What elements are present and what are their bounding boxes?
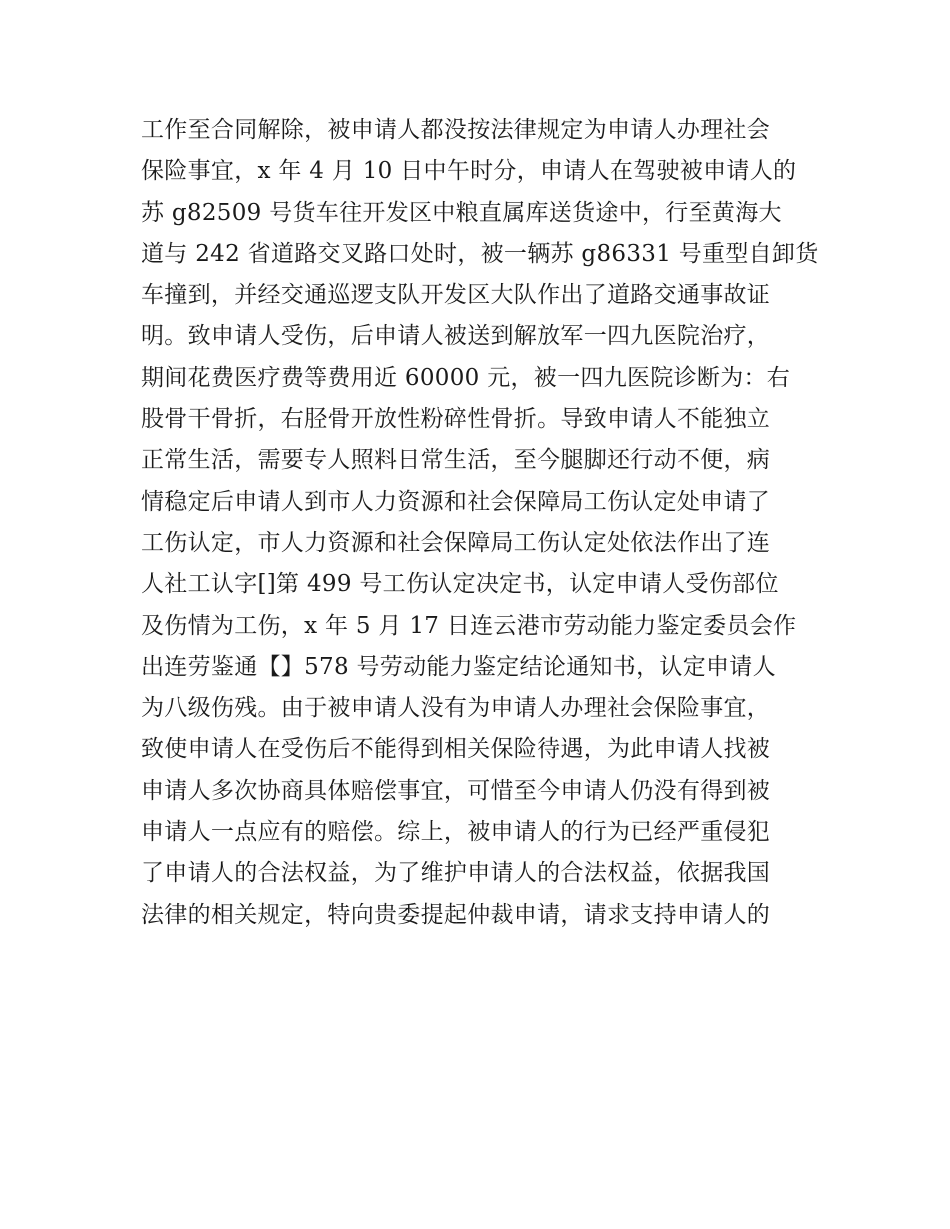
text-line: 工伤认定，市人力资源和社会保障局工伤认定处依法作出了连 bbox=[141, 529, 771, 556]
text-line: 法律的相关规定，特向贵委提起仲裁申请，请求支持申请人的 bbox=[141, 901, 771, 928]
text-line: 致使申请人在受伤后不能得到相关保险待遇，为此申请人找被 bbox=[141, 736, 771, 763]
text-line: 道与 242 省道路交叉路口处时，被一辆苏 g86331 号重型自卸货 bbox=[141, 240, 819, 267]
text-line: 工作至合同解除，被申请人都没按法律规定为申请人办理社会 bbox=[141, 117, 771, 143]
text-line: 及伤情为工伤，x 年 5 月 17 日连云港市劳动能力鉴定委员会作 bbox=[141, 612, 797, 639]
text-line: 为八级伤残。由于被申请人没有为申请人办理社会保险事宜， bbox=[141, 695, 771, 722]
text-line: 车撞到，并经交通巡逻支队开发区大队作出了道路交通事故证 bbox=[141, 282, 771, 309]
text-line: 期间花费医疗费等费用近 60000 元，被一四九医院诊断为：右 bbox=[141, 364, 791, 391]
text-line: 人社工认字[]第 499 号工伤认定决定书，认定申请人受伤部位 bbox=[141, 571, 779, 598]
text-line: 保险事宜，x 年 4 月 10 日中午时分，申请人在驾驶被申请人的 bbox=[141, 158, 797, 185]
text-line: 了申请人的合法权益，为了维护申请人的合法权益，依据我国 bbox=[141, 860, 771, 887]
text-line: 出连劳鉴通【】578 号劳动能力鉴定结论通知书，认定申请人 bbox=[141, 653, 776, 680]
text-line: 情稳定后申请人到市人力资源和社会保障局工伤认定处申请了 bbox=[141, 488, 771, 515]
text-line: 申请人多次协商具体赔偿事宜，可惜至今申请人仍没有得到被 bbox=[141, 777, 771, 804]
text-line: 申请人一点应有的赔偿。综上，被申请人的行为已经严重侵犯 bbox=[141, 819, 771, 846]
text-line: 股骨干骨折，右胫骨开放性粉碎性骨折。导致申请人不能独立 bbox=[141, 406, 771, 433]
body-text bbox=[141, 110, 821, 936]
text-line: 苏 g82509 号货车往开发区中粮直属库送货途中，行至黄海大 bbox=[141, 199, 782, 226]
text-line: 明。致申请人受伤，后申请人被送到解放军一四九医院治疗， bbox=[141, 323, 771, 350]
text-line: 正常生活，需要专人照料日常生活，至今腿脚还行动不便，病 bbox=[141, 447, 771, 474]
